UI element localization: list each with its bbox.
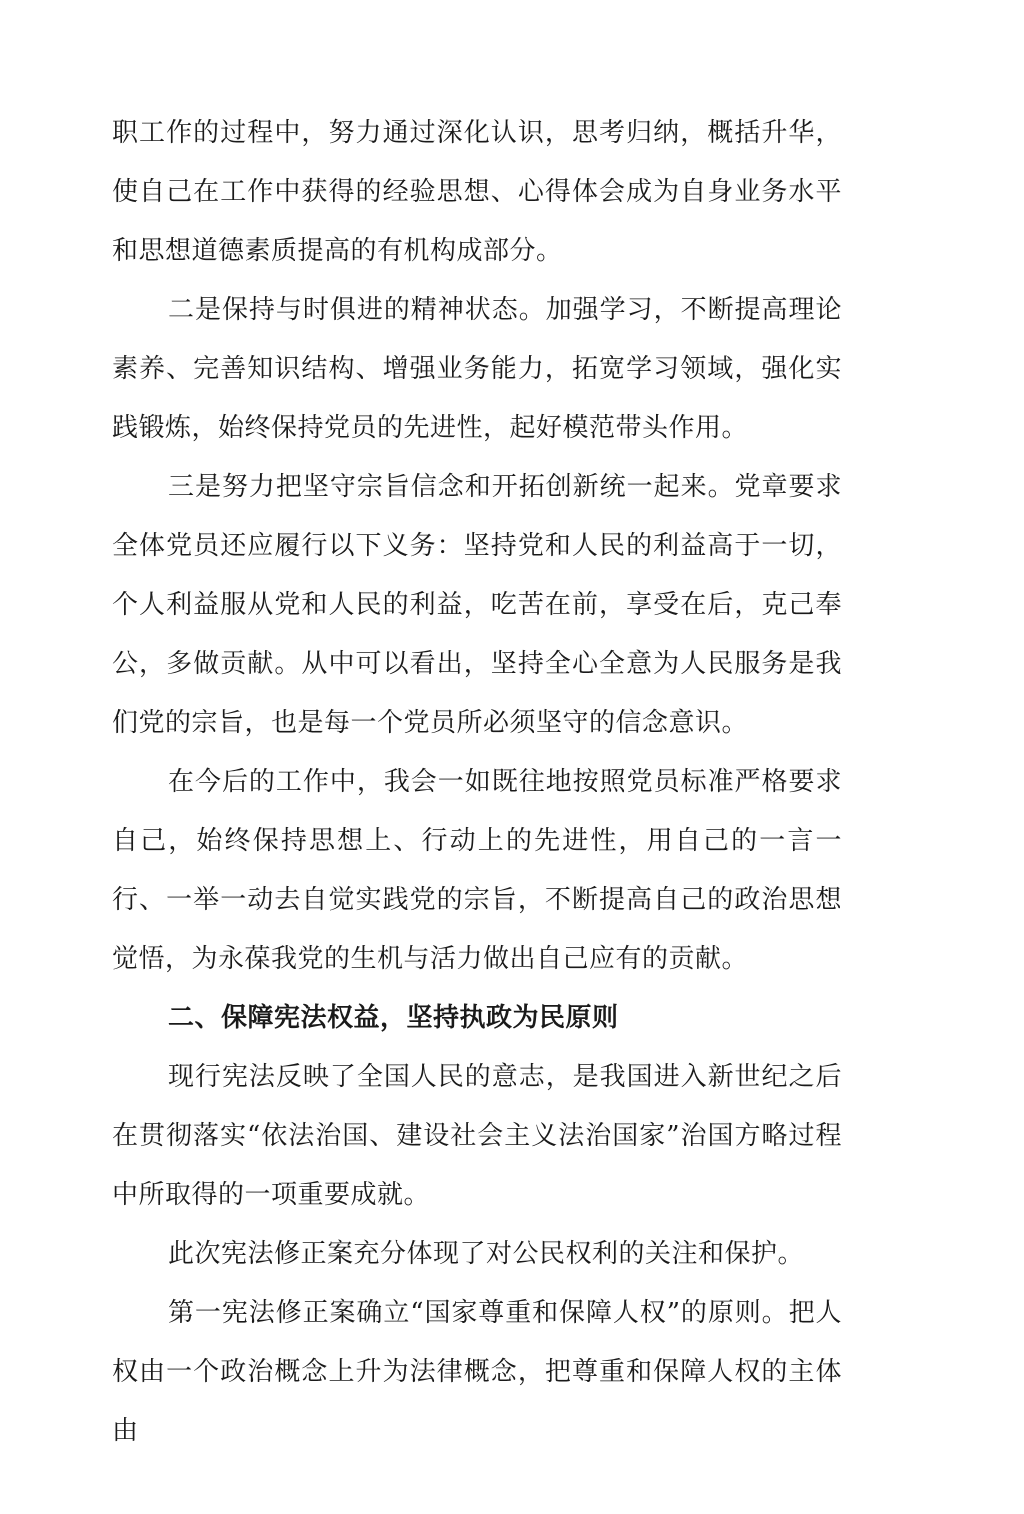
document-body (112, 104, 842, 1461)
paragraph-amendment: 此次宪法修正案充分体现了对公民权利的关注和保护。 (168, 1239, 805, 1269)
paragraph-point-three: 三是努力把坚守宗旨信念和开拓创新统一起来。党章要求全体党员还应履行以下义务：坚持党和人民的利益高于一切，个人利益服从党和人民的利益，吃苦在前，享受在后，克己奉公，多做贡献。从中可以看出，坚持全心全意为人民服务是我们党的宗旨，也是每一个党员所必须坚守的信念意识。 (112, 472, 842, 738)
paragraph-constitution: 现行宪法反映了全国人民的意志，是我国进入新世纪之后在贯彻落实“依法治国、建设社会主义法治国家”治国方略过程中所取得的一项重要成就。 (112, 1062, 842, 1210)
paragraph-human-rights: 第一宪法修正案确立“国家尊重和保障人权”的原则。把人权由一个政治概念上升为法律概念，把尊重和保障人权的主体由 (112, 1298, 842, 1446)
paragraph-future-work: 在今后的工作中，我会一如既往地按照党员标准严格要求自己，始终保持思想上、行动上的先进性，用自己的一言一行、一举一动去自觉实践党的宗旨，不断提高自己的政治思想觉悟，为永葆我党的生机与活力做出自己应有的贡献。 (112, 767, 842, 974)
section-heading: 二、保障宪法权益，坚持执政为民原则 (168, 1003, 619, 1033)
paragraph-point-two: 二是保持与时俱进的精神状态。加强学习，不断提高理论素养、完善知识结构、增强业务能力，拓宽学习领域，强化实践锻炼，始终保持党员的先进性，起好模范带头作用。 (112, 295, 842, 443)
paragraph-continuation: 职工作的过程中，努力通过深化认识，思考归纳，概括升华，使自己在工作中获得的经验思想、心得体会成为自身业务水平和思想道德素质提高的有机构成部分。 (112, 118, 842, 266)
